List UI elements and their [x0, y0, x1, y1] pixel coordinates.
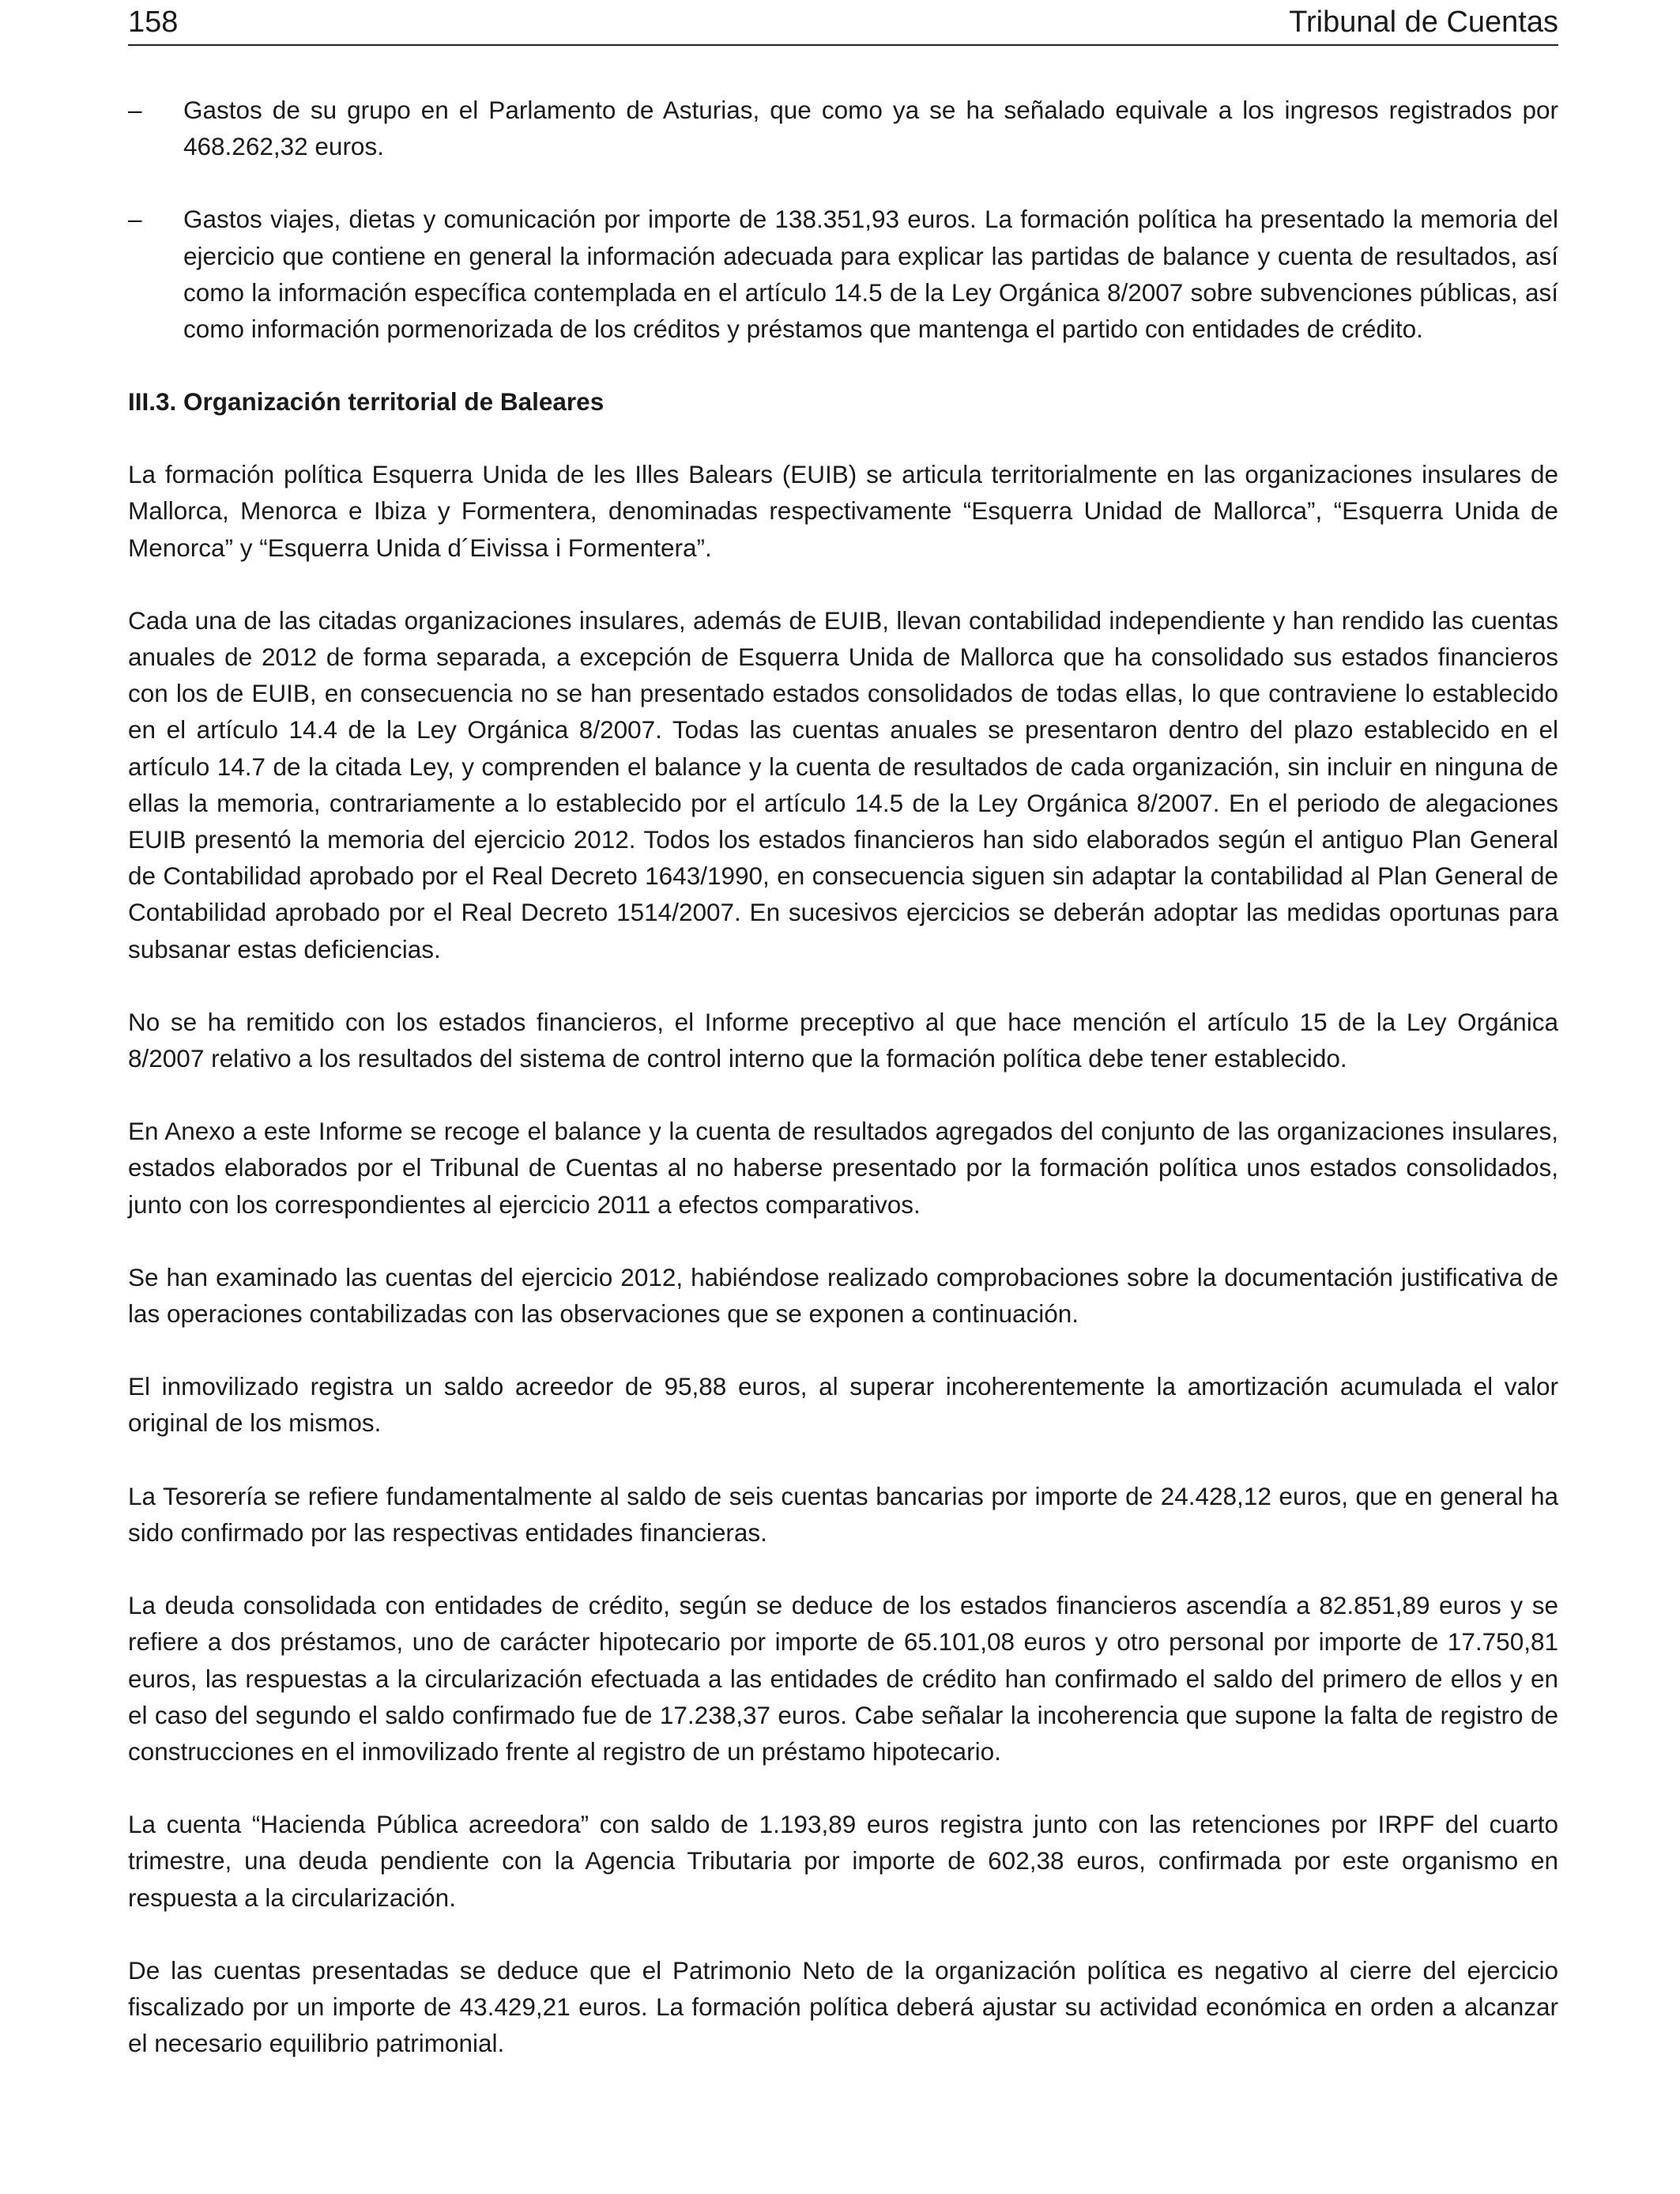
paragraph: Cada una de las citadas organizaciones insulares, además de EUIB, llevan contabilidad independiente y han rendido las cuentas anuales de 2012 de forma separada, a excepción de Esquerra Unida de Mallorca que ha consolidado sus estados financieros con los de EUIB, en consecuencia no se han presentado estados consolidados de todas ellas, lo que contraviene lo establecido en el artículo 14.4 de la Ley Orgánica 8/2007. Todas las cuentas anuales se presentaron dentro del plazo establecido en el artículo 14.7 de la citada Ley, y comprenden el balance y la cuenta de resultados de cada organización, sin incluir en ninguna de ellas la memoria, contrariamente a lo establecido por el artículo 14.5 de la Ley Orgánica 8/2007. En el periodo de alegaciones EUIB presentó la memoria del ejercicio 2012. Todos los estados financieros han sido elaborados según el antiguo Plan General de Contabilidad aprobado por el Real Decreto 1643/1990, en consecuencia siguen sin adaptar la contabilidad al Plan General de Contabilidad aprobado por el Real Decreto 1514/2007. En sucesivos ejercicios se deberán adoptar las medidas oportunas para subsanar estas deficiencias. — [128, 605, 1558, 963]
list-item — [128, 201, 1558, 347]
paragraph: En Anexo a este Informe se recoge el balance y la cuenta de resultados agregados del conjunto de las organizaciones insulares, estados elaborados por el Tribunal de Cuentas al no haberse presentado por la formación política unos estados consolidados, junto con los correspondientes al ejercicio 2011 a efectos comparativos. — [128, 1117, 1558, 1219]
paragraph: Se han examinado las cuentas del ejercicio 2012, habiéndose realizado comprobaciones sobre la documentación justificativa de las operaciones contabilizadas con las observaciones que se exponen a continuación. — [128, 1262, 1558, 1329]
document-body — [128, 46, 1558, 2061]
header-title: Tribunal de Cuentas — [1289, 6, 1558, 39]
page-number: 158 — [128, 6, 179, 39]
list-item — [128, 92, 1558, 164]
paragraph: De las cuentas presentadas se deduce que el Patrimonio Neto de la organización política es negativo al cierre del ejercicio fiscalizado por un importe de 43.429,21 euros. La formación política deberá ajustar su actividad económica en orden a alcanzar el necesario equilibrio patrimonial. — [128, 1955, 1558, 2058]
paragraph: La Tesorería se refiere fundamentalmente al saldo de seis cuentas bancarias por importe de 24.428,12 euros, que en general ha sido confirmado por las respectivas entidades financieras. — [128, 1481, 1558, 1547]
paragraph: La cuenta “Hacienda Pública acreedora” con saldo de 1.193,89 euros registra junto con las retenciones por IRPF del cuarto trimestre, una deuda pendiente con la Agencia Tributaria por importe de 602,38 euros, confirmada por este organismo en respuesta a la circularización. — [128, 1810, 1558, 1912]
dash-bullet: – — [128, 205, 142, 234]
page-header — [128, 0, 1558, 46]
paragraph: No se ha remitido con los estados financieros, el Informe preceptivo al que hace mención el artículo 15 de la Ley Orgánica 8/2007 relativo a los resultados del sistema de control interno que la formación política debe tener establecido. — [128, 1007, 1558, 1073]
list-item-text: Gastos viajes, dietas y comunicación por importe de 138.351,93 euros. La formación política ha presentado la memoria del ejercicio que contiene en general la información adecuada para explicar las partidas de balance y cuenta de resultados, así como la información específica contemplada en el artículo 14.5 de la Ley Orgánica 8/2007 sobre subvenciones públicas, así como información pormenorizada de los créditos y préstamos que mantenga el partido con entidades de crédito. — [183, 205, 1558, 344]
paragraph: La formación política Esquerra Unida de les Illes Balears (EUIB) se articula territorialmente en las organizaciones insulares de Mallorca, Menorca e Ibiza y Formentera, denominadas respectivamente “Esquerra Unidad de Mallorca”, “Esquerra Unida de Menorca” y “Esquerra Unida d´Eivissa i Formentera”. — [128, 460, 1558, 562]
paragraph: La deuda consolidada con entidades de crédito, según se deduce de los estados financieros ascendía a 82.851,89 euros y se refiere a dos préstamos, uno de carácter hipotecario por importe de 65.101,08 euros y otro personal por importe de 17.750,81 euros, las respuestas a la circularización efectuada a las entidades de crédito han confirmado el saldo del primero de ellos y en el caso del segundo el saldo confirmado fue de 17.238,37 euros. Cabe señalar la incoherencia que supone la falta de registro de construcciones en el inmovilizado frente al registro de un préstamo hipotecario. — [128, 1591, 1558, 1766]
list-item-text: Gastos de su grupo en el Parlamento de Asturias, que como ya se ha señalado equivale a los ingresos registrados por 468.262,32 euros. — [183, 96, 1558, 161]
document-page — [128, 0, 1558, 2098]
section-heading: III.3. Organización territorial de Baleares — [128, 387, 605, 417]
paragraph: El inmovilizado registra un saldo acreedor de 95,88 euros, al superar incoherentemente la amortización acumulada el valor original de los mismos. — [128, 1372, 1558, 1438]
dash-bullet: – — [128, 96, 142, 124]
